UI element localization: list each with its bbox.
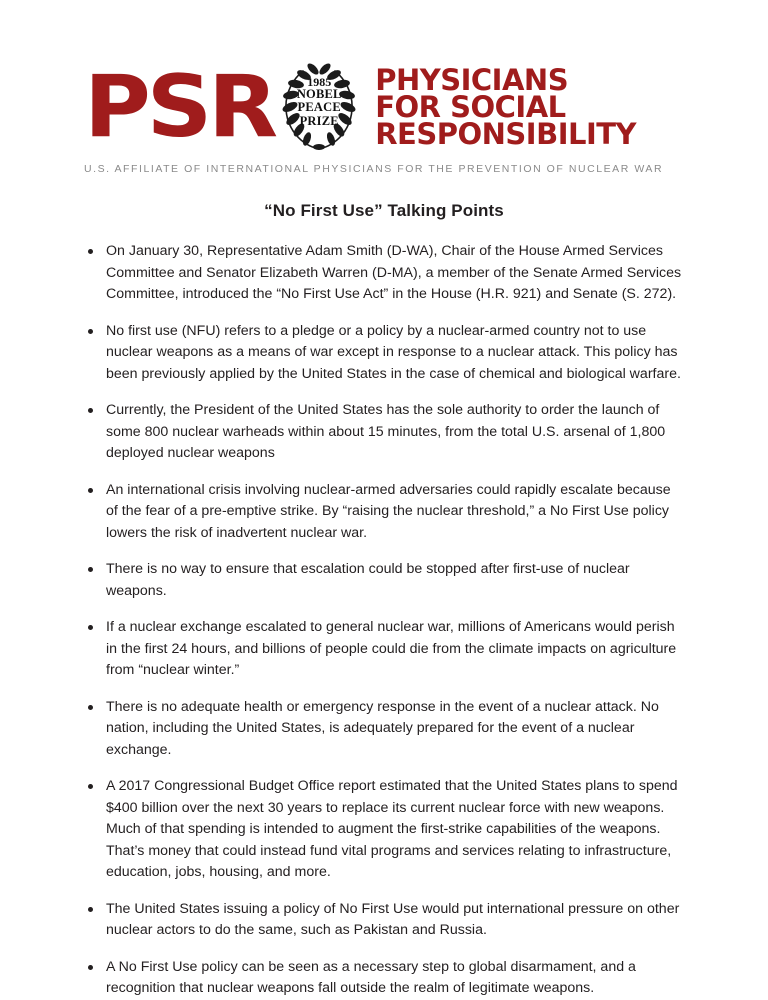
medallion-year: 1985 [307,74,332,89]
list-item: The United States issuing a policy of No First Use would put international pressure on other nuclear actors to do the same, such as Pakistan and Russia. [84,899,682,942]
medallion-line-1: NOBEL [296,86,342,101]
page-title: “No First Use” Talking Points [264,201,504,220]
list-item: A No First Use policy can be seen as a necessary step to global disarmament, and a recognition that nuclear weapons fall outside the realm of legitimate weapons. [84,957,682,1000]
nobel-prize-medallion [273,59,365,155]
laurel-wreath-icon [273,59,365,155]
psr-wordmark: PSR [84,57,274,157]
list-item: There is no adequate health or emergency response in the event of a nuclear attack. No nation, including the United States, is adequately prepared for the event of a nuclear exchange. [84,697,682,762]
list-item: A 2017 Congressional Budget Office report estimated that the United States plans to spend $400 billion over the next 30 years to replace its current nuclear force with new weapons. Much of that spending is intended to augment the first-strike capabilities of the weapons. That’s money that could instead fund vital programs and services relating to infrastructure, education, jobs, housing, and more. [84,776,682,884]
list-item: On January 30, Representative Adam Smith (D-WA), Chair of the House Armed Services Committee and Senator Elizabeth Warren (D-MA), a member of the Senate Armed Services Committee, introduced the “No First Use Act” in the House (H.R. 921) and Senate (S. 272). [84,241,682,306]
list-item: No first use (NFU) refers to a pledge or a policy by a nuclear-armed country not to use nuclear weapons as a means of war except in response to a nuclear attack. This policy has been previously applied by the United States in the case of chemical and biological warfare. [84,321,682,386]
org-name-line-3: RESPONSIBILITY [375,116,637,151]
organization-tagline: U.S. AFFILIATE OF INTERNATIONAL PHYSICIANS FOR THE PREVENTION OF NUCLEAR WAR [84,163,664,175]
org-name-line-1: PHYSICIANS [375,62,569,97]
list-item: If a nuclear exchange escalated to general nuclear war, millions of Americans would perish in the first 24 hours, and billions of people could die from the climate impacts on agriculture from “nuclear winter.” [84,617,682,682]
talking-points-list [0,241,768,1000]
medallion-line-2: PEACE [297,100,341,115]
psr-logo [84,58,684,156]
list-item: An international crisis involving nuclear-armed adversaries could rapidly escalate because of the fear of a pre-emptive strike. By “raising the nuclear threshold,” a No First Use policy lowers the risk of inadvertent nuclear war. [84,480,682,545]
org-name-line-2: FOR SOCIAL [375,89,566,124]
list-item: Currently, the President of the United States has the sole authority to order the launch of some 800 nuclear warheads within about 15 minutes, from the total U.S. arsenal of 1,800 deployed nuclear weapons [84,400,682,465]
medallion-line-3: PRIZE [299,113,339,128]
document-header [0,0,768,175]
list-item: There is no way to ensure that escalation could be stopped after first-use of nuclear weapons. [84,559,682,602]
organization-name [375,62,637,151]
